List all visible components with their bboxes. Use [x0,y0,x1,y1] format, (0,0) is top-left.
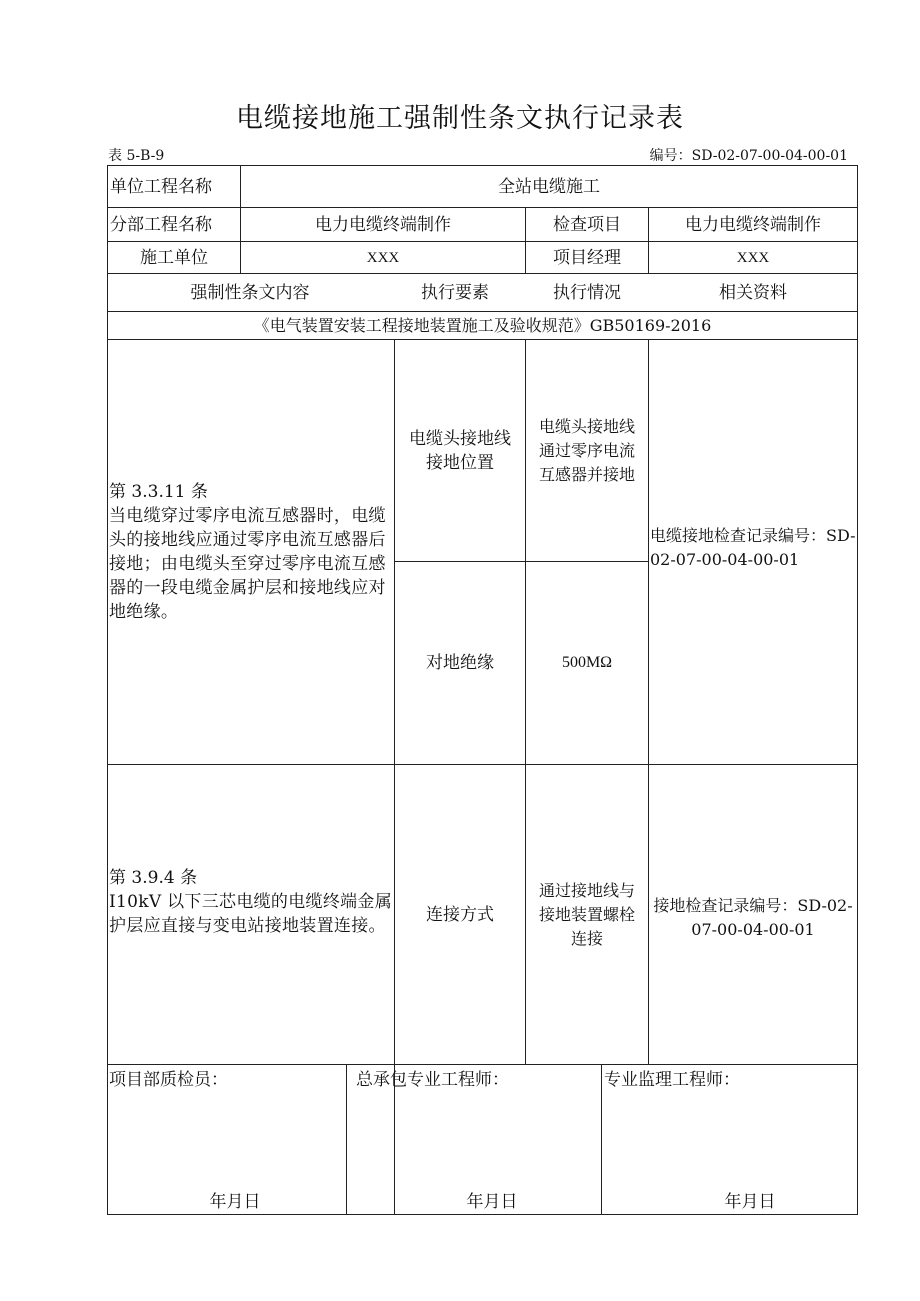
clause1-text: 当电缆穿过零序电流互感器时，电缆头的接地线应通过零序电流互感器后接地；由电缆头至穿过零序电流互感器的一段电缆金属护层和接地线应对地绝缘。 [109,506,386,622]
clause2-element: 连接方式 [426,904,494,925]
inspection-item-label: 检查项目 [553,214,621,235]
header-elements: 执行要素 [421,282,489,303]
construction-unit-value: XXX [366,249,400,266]
unit-project-value: 全站电缆施工 [498,176,600,197]
clause2-status: 通过接地线与 接地装置螺栓 连接 [538,880,635,948]
project-manager-value: XXX [736,249,770,266]
clause1-docs: 电缆接地检查记录编号：SD-02-07-00-04-00-01 [650,526,856,569]
project-manager-label: 项目经理 [553,247,621,268]
supervisor-date: 年月日 [724,1192,776,1212]
chief-date: 年月日 [466,1192,518,1212]
unit-project-label: 单位工程名称 [110,176,212,197]
chief-engineer-label: 总承包专业工程师： [356,1070,509,1090]
clause2-number: 第 3.9.4 条 [109,868,198,888]
header-docs: 相关资料 [719,282,787,303]
sub-project-value: 电力电缆终端制作 [315,214,451,235]
page-title: 电缆接地施工强制性条文执行记录表 [236,103,684,134]
clause1-status1: 电缆头接地线 通过零序电流 互感器并接地 [538,416,635,484]
clause1-element1: 电缆头接地线 接地位置 [409,428,511,473]
table-id: 表 5-B-9 [108,148,165,164]
header-content: 强制性条文内容 [190,282,310,303]
clause2-text: I10kV 以下三芯电缆的电缆终端金属护层应直接与变电站接地装置连接。 [109,892,393,936]
sub-project-label: 分部工程名称 [110,214,212,235]
clause1-element2: 对地绝缘 [426,653,494,673]
construction-unit-label: 施工单位 [140,247,208,268]
header-status: 执行情况 [553,282,621,303]
standard-reference: 《电气装置安装工程接地装置施工及验收规范》GB50169-2016 [253,315,712,335]
quality-inspector-label: 项目部质检员： [109,1070,228,1090]
serial-number: 编号：SD-02-07-00-04-00-01 [649,148,848,164]
clause1-number: 第 3.3.11 条 [109,482,208,502]
supervisor-label: 专业监理工程师： [604,1070,740,1090]
clause2-docs: 接地检查记录编号：SD-02-07-00-04-00-01 [653,896,853,939]
quality-date: 年月日 [209,1192,261,1212]
clause2-block [109,866,395,976]
clause1-block [109,480,395,630]
inspection-item-value: 电力电缆终端制作 [685,214,821,235]
clause1-status2: 500MΩ [561,654,613,671]
